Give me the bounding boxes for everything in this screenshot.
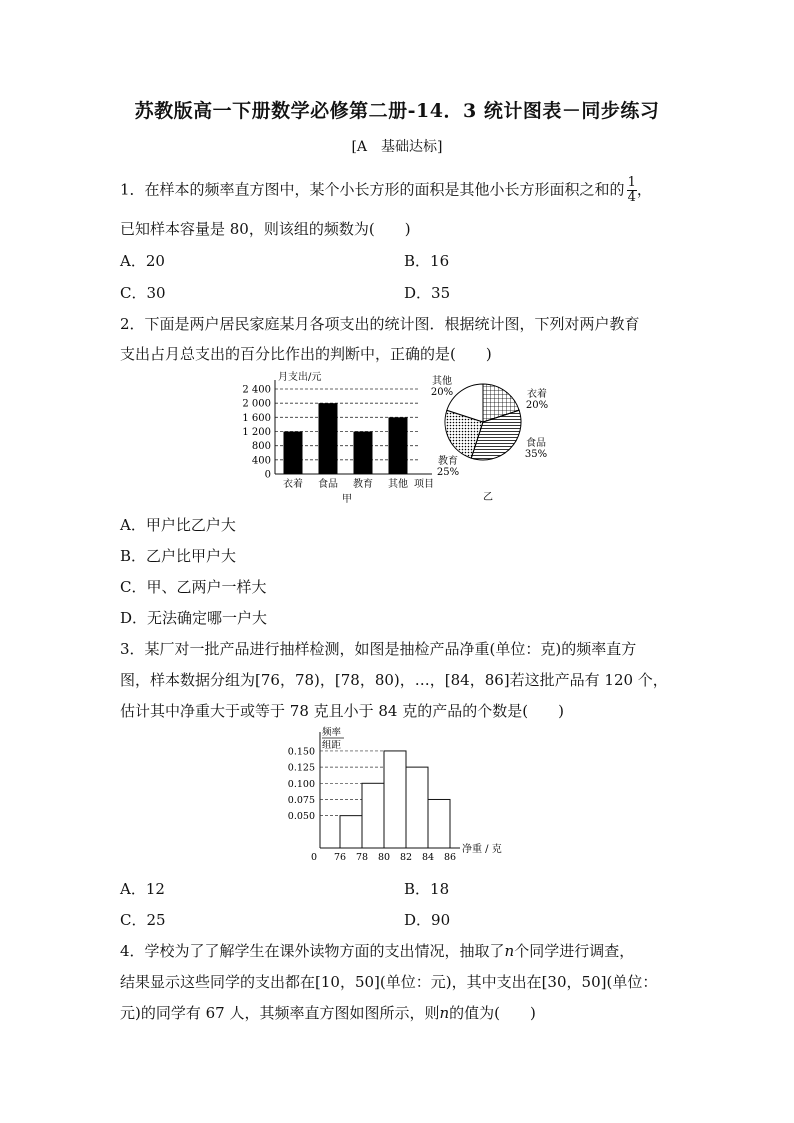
- household-b-pie-chart: [431, 374, 548, 503]
- category-label: 衣着: [283, 479, 303, 490]
- q4-line2: 结果显示这些同学的支出都在[10，50](单位：元)，其中支出在[30，50](单位：: [120, 973, 658, 991]
- q4-text-b: 个同学进行调查，: [514, 942, 635, 960]
- q2-option-d: D．无法确定哪一户大: [120, 609, 268, 627]
- q3-option-b: B．18: [404, 880, 450, 898]
- y-tick-label: 0.050: [287, 811, 315, 823]
- y-tick-label: 1 200: [242, 427, 271, 438]
- y-tick-label: 0.125: [287, 762, 315, 774]
- q2-option-a: A．甲户比乙户大: [120, 516, 236, 534]
- q1-option-b: B．16: [404, 252, 450, 270]
- household-a-bar-chart: [242, 370, 434, 505]
- q2-line2: 支出占月总支出的百分比作出的判断中，正确的是( ): [120, 345, 492, 363]
- x-tick-label: 80: [377, 852, 391, 862]
- chart-caption: 甲: [342, 494, 352, 505]
- histogram-bar: [340, 816, 362, 848]
- histogram-bar: [384, 751, 406, 848]
- q3-histogram: [278, 726, 518, 862]
- q1-line2: 已知样本容量是 80，则该组的频数为( ): [120, 220, 411, 238]
- slice-percent: 20%: [525, 400, 549, 411]
- y-tick-label: 800: [251, 441, 271, 453]
- slice-percent: 25%: [436, 467, 460, 478]
- chart-caption: 乙: [483, 492, 493, 503]
- q1-frac-after: ，: [636, 180, 652, 199]
- x-axis-label: 项目: [414, 479, 434, 490]
- q3-option-d: D．90: [404, 911, 451, 929]
- y-axis-label: 月支出/元: [278, 372, 322, 383]
- slice-label: 衣着: [527, 389, 547, 400]
- q3-option-c: C．25: [120, 911, 166, 929]
- y-axis-label-top: 频率: [322, 727, 342, 738]
- q4-line1: [120, 940, 634, 961]
- q1-option-d: D．35: [404, 284, 451, 302]
- q3-line2: 图，样本数据分组为[76，78)，[78，80)，…，[84，86]若这批产品有 120 个，: [120, 671, 668, 689]
- q4-variable-n: n: [504, 942, 515, 960]
- q2-figure: [230, 370, 570, 505]
- x-tick-label: 84: [421, 852, 435, 862]
- q1-text: 1．在样本的频率直方图中，某个小长方形的面积是其他小长方形面积之和的: [120, 180, 625, 199]
- y-tick-label: 2 000: [242, 398, 271, 410]
- bar: [319, 403, 338, 474]
- y-tick-label: 0.150: [287, 746, 315, 758]
- q4-text-d: 的值为( ): [449, 1004, 536, 1022]
- bar: [284, 432, 303, 475]
- q3-option-a: A．12: [120, 880, 165, 898]
- y-tick-label: 0: [264, 469, 271, 481]
- q1-frac-den: 4: [627, 190, 636, 205]
- q1-option-c: C．30: [120, 284, 166, 302]
- q1-option-a: A．20: [120, 252, 165, 270]
- x-tick-label: 82: [399, 852, 413, 862]
- y-tick-label: 400: [251, 455, 271, 467]
- x-tick-label: 86: [443, 852, 457, 862]
- x-axis-label: 净重 / 克: [462, 844, 502, 855]
- y-tick-label: 0.075: [287, 794, 315, 806]
- q1-frac-num: 1: [627, 175, 636, 190]
- category-label: 教育: [353, 479, 373, 490]
- slice-percent: 20%: [430, 387, 454, 398]
- slice-percent: 35%: [524, 449, 548, 460]
- q1-line1: [120, 176, 652, 205]
- q4-text-a: 4．学校为了了解学生在课外读物方面的支出情况，抽取了: [120, 942, 505, 960]
- bar: [354, 432, 373, 475]
- origin-label: 0: [310, 852, 318, 862]
- histogram-bar: [362, 783, 384, 848]
- slice-label: 其他: [432, 376, 452, 387]
- y-axis-label-bottom: 组距: [322, 740, 342, 751]
- histogram-bar: [428, 799, 450, 848]
- category-label: 其他: [388, 479, 408, 490]
- q2-line1: 2．下面是两户居民家庭某月各项支出的统计图．根据统计图，下列对两户教育: [120, 315, 640, 333]
- q4-text-c: 元)的同学有 67 人，其频率直方图如图所示，则: [120, 1004, 440, 1022]
- slice-label: 食品: [526, 438, 546, 449]
- y-tick-label: 0.100: [287, 778, 315, 790]
- y-tick-label: 2 400: [242, 384, 271, 396]
- q3-line1: 3．某厂对一批产品进行抽样检测，如图是抽检产品净重(单位：克)的频率直方: [120, 640, 637, 658]
- x-tick-label: 76: [333, 852, 347, 862]
- page-title: 苏教版高一下册数学必修第二册-14．3 统计图表－同步练习: [134, 100, 660, 122]
- section-heading: [A 基础达标]: [351, 139, 443, 155]
- y-tick-label: 1 600: [242, 412, 271, 424]
- q2-option-c: C．甲、乙两户一样大: [120, 578, 267, 596]
- q1-fraction: [627, 176, 637, 205]
- bar: [389, 417, 408, 474]
- histogram-bar: [406, 767, 428, 848]
- category-label: 食品: [318, 479, 338, 490]
- x-tick-label: 78: [355, 852, 369, 862]
- q2-option-b: B．乙户比甲户大: [120, 547, 237, 565]
- q4-line3: [120, 1002, 536, 1023]
- q4-variable-n2: n: [439, 1004, 450, 1022]
- slice-label: 教育: [438, 456, 458, 467]
- q3-line3: 估计其中净重大于或等于 78 克且小于 84 克的产品的个数是( ): [120, 702, 564, 720]
